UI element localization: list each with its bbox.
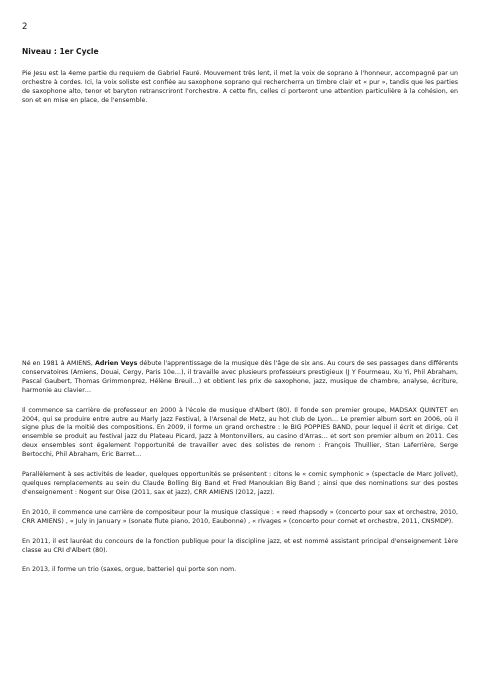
bio-paragraph-1 (22, 360, 458, 396)
artist-name: Adrien Veys (95, 360, 138, 367)
bio-paragraph-3: Parallèlement à ses activités de leader, quelques opportunités se présentent : citons le « comic symphonic » (spectacle de Marc Jolivet), quelques remplacements au sein du Claude Bolling Big Band et Fred Manoukian Big Band ; ainsi que des nominations sur des postes d'enseignement : Nogent sur Oise (2011, sax et jazz), CRR AMIENS (2012, jazz). (22, 471, 458, 496)
page-number: 2 (22, 22, 28, 32)
level-heading: Niveau : 1er Cycle (22, 47, 99, 56)
bio-paragraph-6: En 2013, il forme un trio (saxes, orgue, batterie) qui porte son nom. (22, 566, 237, 574)
bio-paragraph-2: Il commence sa carrière de professeur en 2000 à l'école de musique d'Albert (80). Il fonde son premier groupe, MADSAX QUINTET en 2004, qui se produire entre autre au Marly Jazz Festival, à l'Arsenal de Metz, au hot club de Lyon… Le premier album sort en 2006, où il signe plus de la moitié des compositions. En 2009, il forme un grand orchestre : le BIG POPPIES BAND, pour lequel il écrit et dirige. Cet ensemble se produit au festival jazz du Plateau Picard, Jazz à Montonvillers, au casino d'Arras… et sort son premier album en 2011. Ces deux ensembles sont également l'opportunité de travailler avec des solistes de renom : François Thuillier, Stan Laferrière, Serge Bertocchi, Phil Abraham, Eric Barret… (22, 406, 458, 459)
bio-intro-rest: débute l'apprentissage de la musique dès l'âge de six ans. Au cours de ses passages dans différents conservatoires (Amiens, Douai, Cergy, Paris 10e…), il travaille avec plusieurs professeurs prestigieux (J Y Fourmeau, Xu Yi, Phil Abraham, Pascal Gaubert, Thomas Grimmonprez, Hélène Breuil…) et obtient les prix de saxophone, jazz, musique de chambre, analyse, écriture, harmonie au clavier… (22, 360, 458, 394)
bio-paragraph-5: En 2011, il est lauréat du concours de la fonction publique pour la discipline jazz, et est nommé assistant principal d'enseignement 1ère classe au CRI d'Albert (80). (22, 537, 458, 554)
piece-description: Pie Jesu est la 4eme partie du requiem de Gabriel Fauré. Mouvement très lent, il met la voix de soprano à l'honneur, accompagné par un orchestre à cordes. Ici, la voix soliste est confiée au saxophone soprano qui rechercherra un timbre clair et « pur », tandis que les parties de saxophone alto, tenor et baryton retranscriront l'orchestre. A cette fin, celles ci porteront une attention particulière à la cohésion, en son et en mise en place, de l'ensemble. (22, 70, 458, 104)
bio-intro: Né en 1981 à AMIENS, (22, 360, 96, 367)
bio-paragraph-4: En 2010, il commence une carrière de compositeur pour la musique classique : « reed rhapsody » (concerto pour sax et orchestre, 2010, CRR AMIENS) , « July in January » (sonate flute piano, 2010, Eaubonne) , « rivages » (concerto pour cornet et orchestre, 2011, CNSMDP). (22, 508, 458, 525)
biography-section (22, 360, 458, 586)
